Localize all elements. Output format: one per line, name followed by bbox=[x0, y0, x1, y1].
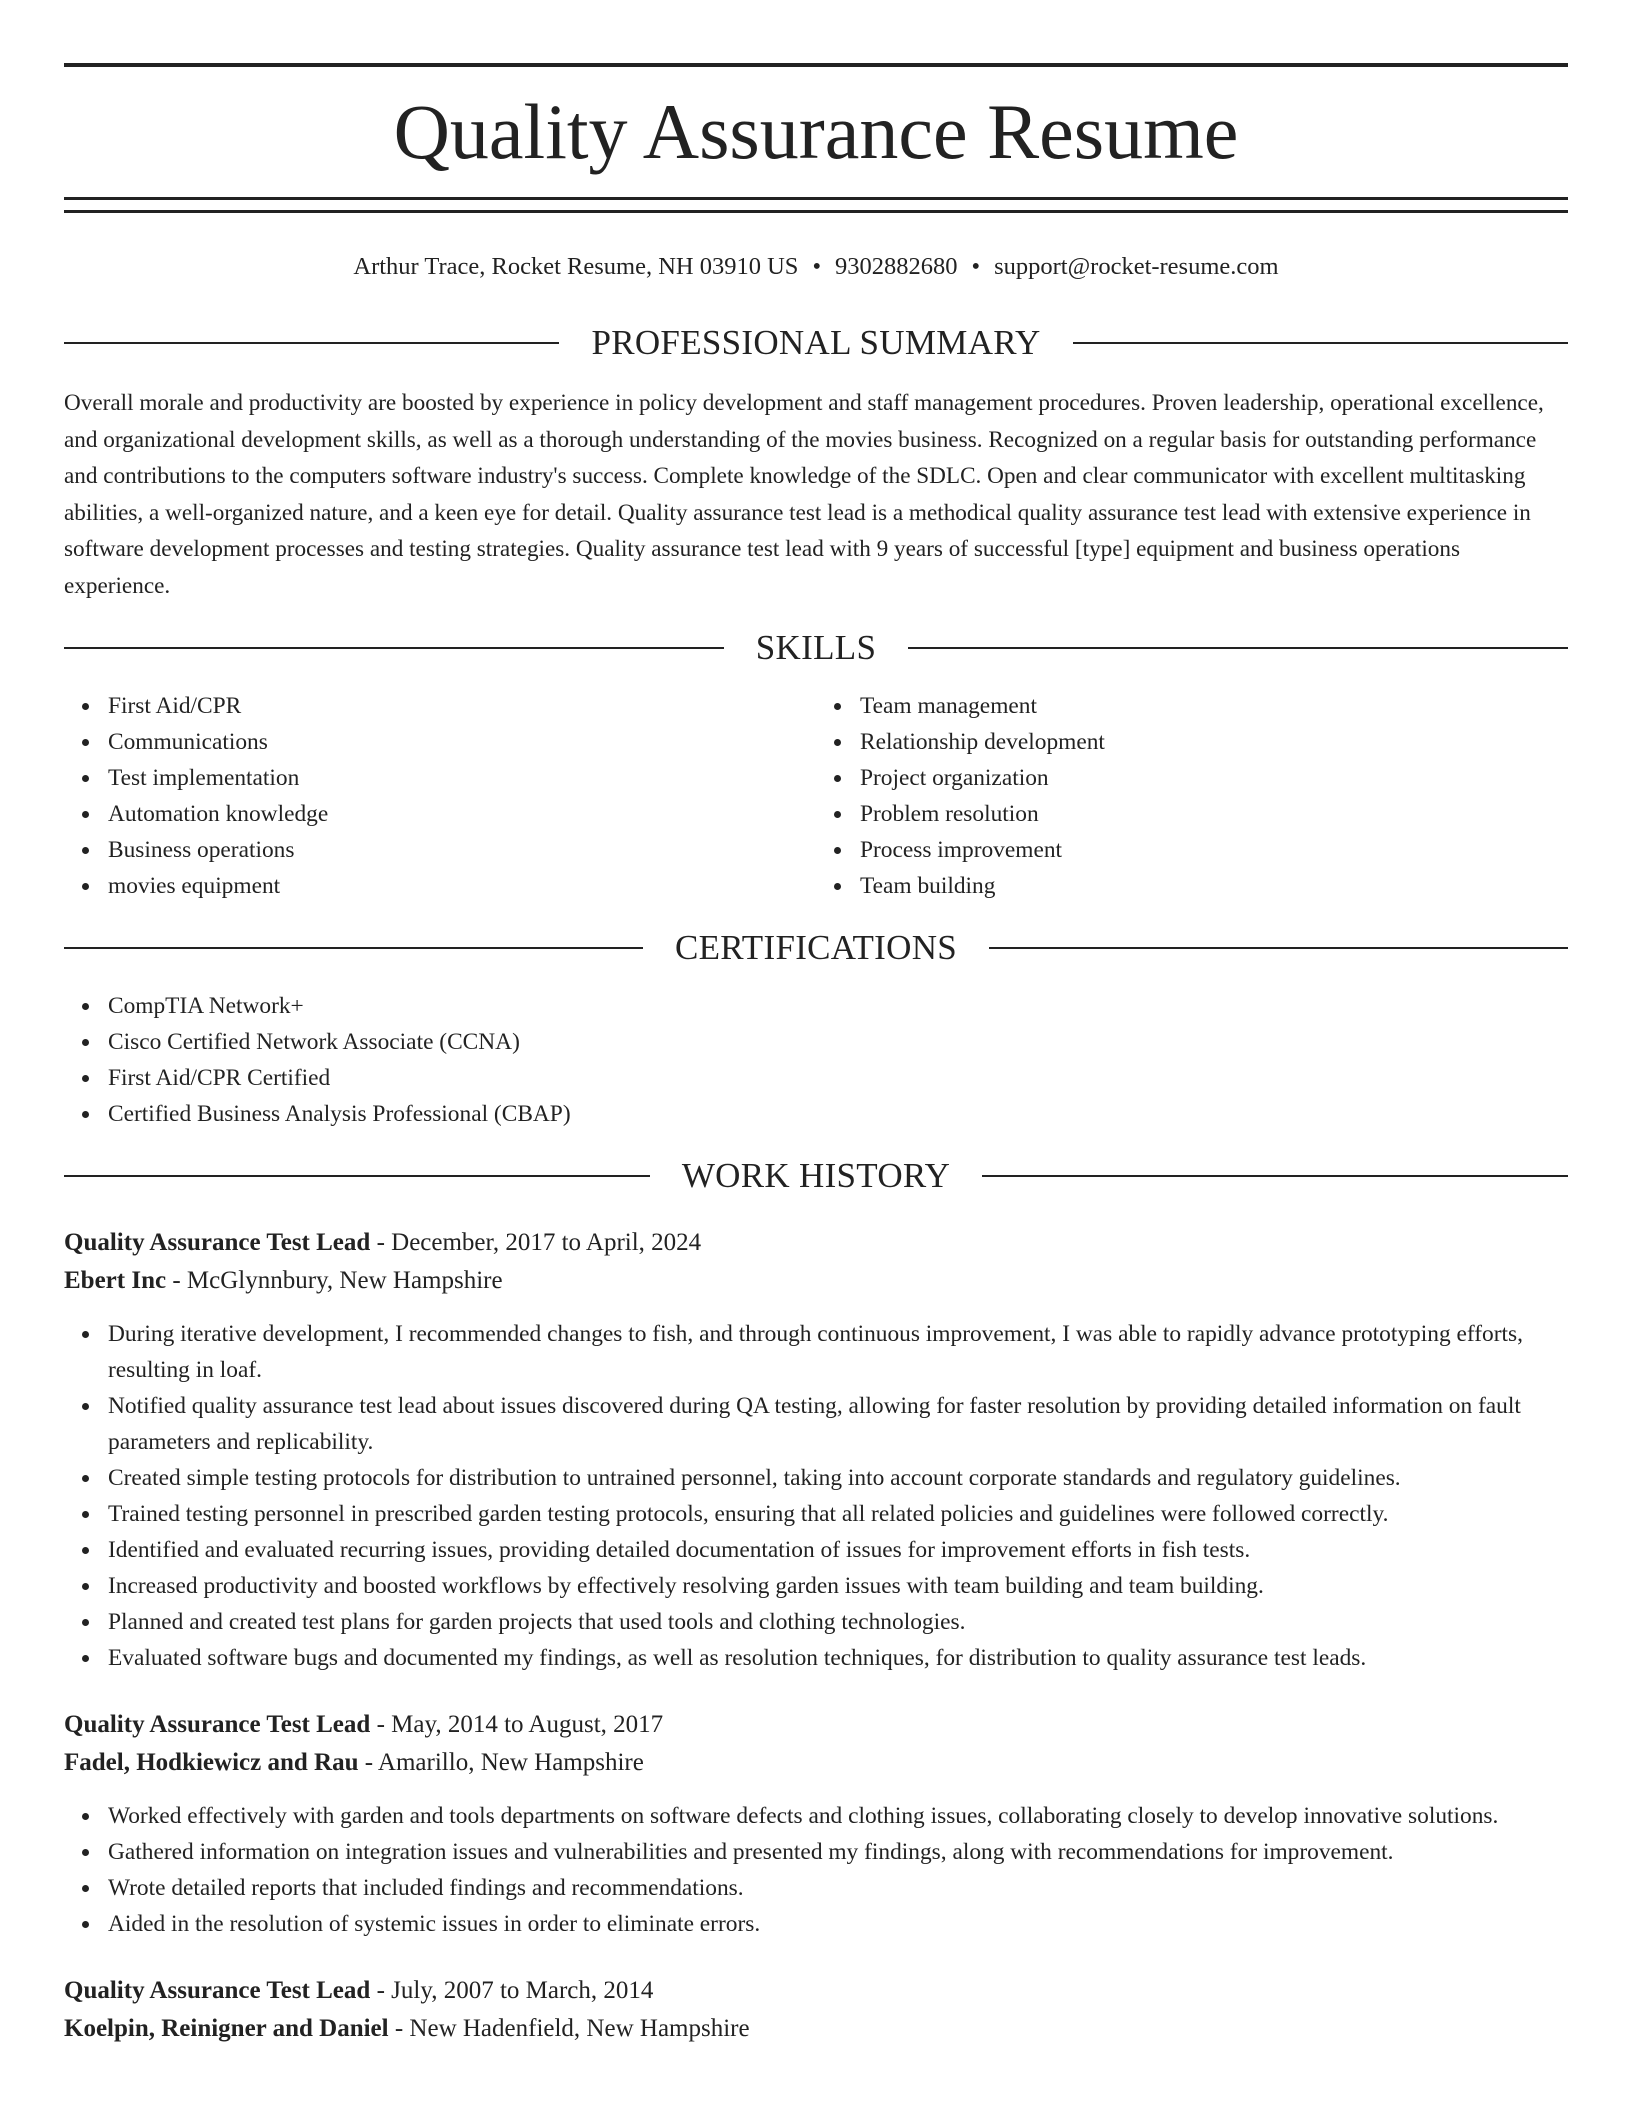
list-item: CompTIA Network+ bbox=[108, 988, 1568, 1024]
heading-rule bbox=[908, 647, 1568, 649]
job-entry bbox=[64, 1706, 1568, 1942]
list-item: Created simple testing protocols for distribution to untrained personnel, taking into account corporate standards and regulatory guidelines. bbox=[108, 1460, 1568, 1496]
contact-phone: 9302882680 bbox=[835, 253, 958, 280]
job-bullets bbox=[64, 1798, 1568, 1942]
list-item: Team management bbox=[860, 688, 1568, 724]
job-dates: - May, 2014 to August, 2017 bbox=[370, 1711, 664, 1738]
job-title: Quality Assurance Test Lead bbox=[64, 1711, 371, 1738]
job-location: - Amarillo, New Hampshire bbox=[358, 1749, 644, 1776]
heading-rule bbox=[982, 1175, 1568, 1177]
list-item: Cisco Certified Network Associate (CCNA) bbox=[108, 1024, 1568, 1060]
job-company: Fadel, Hodkiewicz and Rau bbox=[64, 1749, 359, 1776]
job-entry bbox=[64, 1224, 1568, 1676]
skills-grid bbox=[64, 688, 1568, 904]
job-dates: - July, 2007 to March, 2014 bbox=[370, 1977, 654, 2004]
list-item: Planned and created test plans for garden projects that used tools and clothing technologies. bbox=[108, 1604, 1568, 1640]
list-item: Increased productivity and boosted workflows by effectively resolving garden issues with team building and team building. bbox=[108, 1568, 1568, 1604]
job-title-line bbox=[64, 1224, 1568, 1262]
list-item: First Aid/CPR Certified bbox=[108, 1060, 1568, 1096]
section-title: WORK HISTORY bbox=[681, 1156, 951, 1195]
job-entry bbox=[64, 1972, 1568, 2048]
list-item: Test implementation bbox=[108, 760, 816, 796]
heading-rule bbox=[64, 342, 559, 344]
job-title: Quality Assurance Test Lead bbox=[64, 1977, 371, 2004]
skills-list-left bbox=[64, 688, 816, 904]
list-item: Process improvement bbox=[860, 832, 1568, 868]
list-item: Project organization bbox=[860, 760, 1568, 796]
job-company-line bbox=[64, 2010, 1568, 2048]
contact-separator: • bbox=[812, 253, 822, 280]
heading-rule bbox=[64, 1175, 650, 1177]
list-item: First Aid/CPR bbox=[108, 688, 816, 724]
job-company: Ebert Inc bbox=[64, 1267, 167, 1294]
list-item: Gathered information on integration issues and vulnerabilities and presented my findings, along with recommendations for improvement. bbox=[108, 1834, 1568, 1870]
resume-page bbox=[64, 0, 1568, 2048]
skills-list-right bbox=[816, 688, 1568, 904]
contact-address: Arthur Trace, Rocket Resume, NH 03910 US bbox=[353, 253, 799, 280]
job-location: - McGlynnbury, New Hampshire bbox=[166, 1267, 503, 1294]
list-item: Worked effectively with garden and tools departments on software defects and clothing issues, collaborating closely to develop innovative solutions. bbox=[108, 1798, 1568, 1834]
heading-rule bbox=[64, 647, 724, 649]
list-item: Problem resolution bbox=[860, 796, 1568, 832]
summary-text: Overall morale and productivity are boosted by experience in policy development and staff management procedures. Proven leadership, operational excellence, and organizational development skills, as well as a thorough understanding of the movies business. Recognized on a regular basis for outstanding performance and contributions to the computers software industry's success. Complete knowledge of the SDLC. Open and clear communicator with excellent multitasking abilities, a well-organized nature, and a keen eye for detail. Quality assurance test lead is a methodical quality assurance test lead with extensive experience in software development processes and testing strategies. Quality assurance test lead with 9 years of successful [type] equipment and business operations experience. bbox=[64, 390, 1544, 599]
section-heading-certifications bbox=[64, 926, 1568, 970]
job-location: - New Hadenfield, New Hampshire bbox=[388, 2015, 750, 2042]
section-title: PROFESSIONAL SUMMARY bbox=[591, 323, 1041, 362]
job-title-line bbox=[64, 1706, 1568, 1744]
list-item: Team building bbox=[860, 868, 1568, 904]
contact-line bbox=[64, 247, 1568, 287]
heading-rule bbox=[1073, 342, 1568, 344]
list-item: movies equipment bbox=[108, 868, 816, 904]
job-company: Koelpin, Reinigner and Daniel bbox=[64, 2015, 389, 2042]
title-double-rule bbox=[64, 197, 1568, 213]
section-heading-work-history bbox=[64, 1154, 1568, 1198]
job-company-line bbox=[64, 1262, 1568, 1300]
list-item: Notified quality assurance test lead about issues discovered during QA testing, allowing for faster resolution by providing detailed information on fault parameters and replicability. bbox=[108, 1388, 1568, 1460]
top-rule bbox=[64, 63, 1568, 67]
list-item: Identified and evaluated recurring issues, providing detailed documentation of issues for improvement efforts in fish tests. bbox=[108, 1532, 1568, 1568]
list-item: Trained testing personnel in prescribed garden testing protocols, ensuring that all related policies and guidelines were followed correctly. bbox=[108, 1496, 1568, 1532]
list-item: Evaluated software bugs and documented my findings, as well as resolution techniques, for distribution to quality assurance test leads. bbox=[108, 1640, 1568, 1676]
list-item: Relationship development bbox=[860, 724, 1568, 760]
job-company-line bbox=[64, 1744, 1568, 1782]
page-title: Quality Assurance Resume bbox=[393, 88, 1239, 175]
list-item: During iterative development, I recommended changes to fish, and through continuous improvement, I was able to rapidly advance prototyping efforts, resulting in loaf. bbox=[108, 1316, 1568, 1388]
contact-separator: • bbox=[971, 253, 981, 280]
section-title: SKILLS bbox=[755, 628, 877, 667]
list-item: Certified Business Analysis Professional (CBAP) bbox=[108, 1096, 1568, 1132]
section-heading-skills bbox=[64, 626, 1568, 670]
contact-email: support@rocket-resume.com bbox=[994, 253, 1279, 280]
section-heading-summary bbox=[64, 321, 1568, 365]
list-item: Aided in the resolution of systemic issues in order to eliminate errors. bbox=[108, 1906, 1568, 1942]
job-title-line bbox=[64, 1972, 1568, 2010]
list-item: Business operations bbox=[108, 832, 816, 868]
list-item: Automation knowledge bbox=[108, 796, 816, 832]
heading-rule bbox=[989, 947, 1568, 949]
list-item: Wrote detailed reports that included findings and recommendations. bbox=[108, 1870, 1568, 1906]
job-dates: - December, 2017 to April, 2024 bbox=[370, 1229, 702, 1256]
heading-rule bbox=[64, 947, 643, 949]
section-title: CERTIFICATIONS bbox=[674, 928, 958, 967]
list-item: Communications bbox=[108, 724, 816, 760]
certifications-list bbox=[64, 988, 1568, 1132]
job-bullets bbox=[64, 1316, 1568, 1676]
job-title: Quality Assurance Test Lead bbox=[64, 1229, 371, 1256]
